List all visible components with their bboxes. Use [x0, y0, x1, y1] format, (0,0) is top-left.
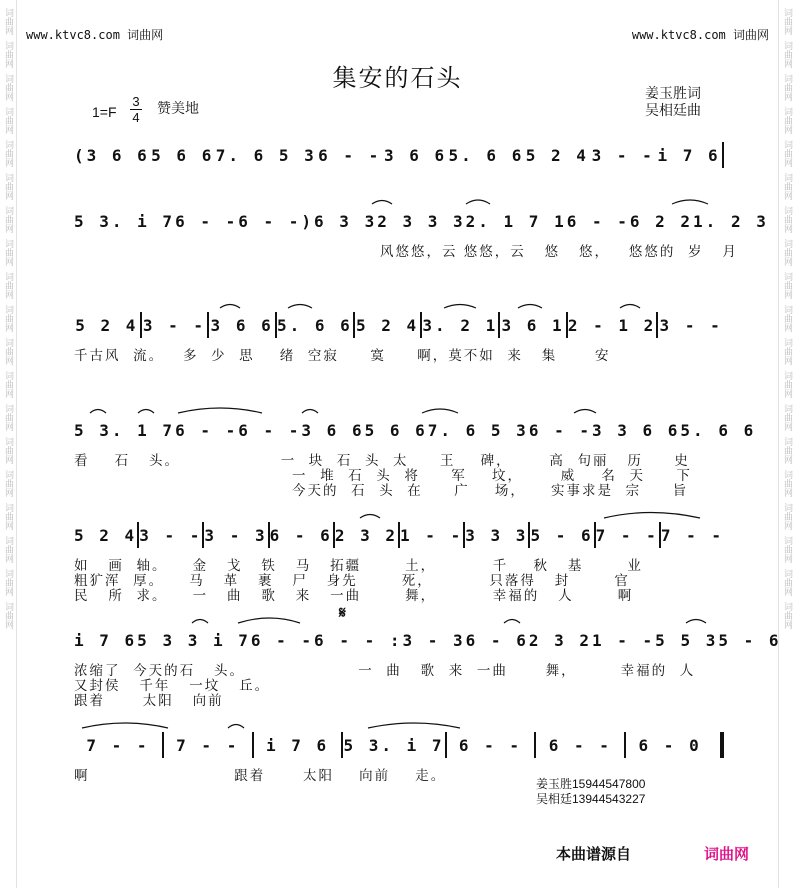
watermark-text: 词曲网: [3, 107, 13, 134]
time-signature-top: 3: [132, 94, 140, 109]
slur: [82, 723, 168, 728]
measure: 2 3 2: [334, 525, 398, 545]
slur: [220, 305, 240, 309]
measure: 3 - 3: [402, 630, 466, 650]
slur: [372, 201, 392, 205]
watermark-text: 词曲网: [782, 41, 792, 68]
watermark-text: 词曲网: [782, 272, 792, 299]
watermark-text: 词曲网: [782, 140, 792, 167]
measure: 3 6 6: [384, 145, 448, 165]
watermark-text: 词曲网: [3, 371, 13, 398]
measure: 6 3 3: [314, 211, 378, 231]
lyric-line: 今天的 石 头 在 广 场， 实事求是 宗 旨: [292, 483, 689, 499]
watermark-text: 词曲网: [782, 173, 792, 200]
measure: 6 - -: [238, 420, 302, 440]
watermark-text: 词曲网: [3, 173, 13, 200]
contact-composer: 吴相廷13944543227: [536, 792, 646, 806]
watermark-text: 词曲网: [3, 569, 13, 596]
source-label: 本曲谱源自: [556, 845, 632, 863]
measure: 3 6 6: [301, 420, 365, 440]
watermark-text: 词曲网: [3, 8, 13, 35]
measure: 5. 6 6: [276, 315, 353, 335]
measure: 3 - 3: [204, 525, 268, 545]
segno-sign: 𝄋: [339, 603, 346, 622]
measure: i 7 6: [657, 145, 721, 165]
measure: 2 - 1 2: [567, 315, 657, 335]
lyricist: 姜玉胜词: [645, 86, 701, 102]
watermark-text: 词曲网: [3, 74, 13, 101]
watermark-text: 词曲网: [3, 305, 13, 332]
measure: 6 - - :: [314, 630, 403, 650]
watermark-text: 词曲网: [3, 536, 13, 563]
slur: [360, 515, 380, 519]
measure: 5 2 4: [525, 145, 589, 165]
watermark-text: 词曲网: [782, 239, 792, 266]
slur: [228, 725, 244, 729]
site-url-left: www.ktvc8.com 词曲网: [26, 28, 164, 42]
lyric-line: 又封侯 千年 一坟 丘。: [74, 678, 271, 694]
lyric-line: 如 画 轴。 金 戈 铁 马 拓疆 土， 千 秋 基 业: [74, 558, 643, 574]
measure: 5. 6 6: [680, 420, 757, 440]
lyric-line: 民 所 求。 一 曲 歌 来 一曲 舞， 幸福的 人 啊: [74, 588, 634, 604]
measure: 5 2 4: [75, 315, 139, 335]
slur: [672, 200, 708, 204]
measure: 3 - -: [659, 315, 723, 335]
slur: [192, 620, 208, 624]
watermark-text: 词曲网: [782, 569, 792, 596]
measure: 3 - -: [591, 145, 655, 165]
slur: [466, 200, 490, 204]
song-title: 集安的石头: [332, 64, 463, 92]
measure: 5 3. i 7: [343, 735, 445, 755]
measure: 7. 6 5 3: [427, 420, 529, 440]
watermark-text: 词曲网: [782, 74, 792, 101]
watermark-text: 词曲网: [782, 470, 792, 497]
measure: 3 - -: [142, 315, 207, 335]
contact-lyricist: 姜玉胜15944547800: [536, 777, 646, 791]
measure: 5 3. i 7: [74, 211, 176, 231]
watermark-text: 词曲网: [3, 470, 13, 497]
measure: 3 3 6 6: [591, 420, 681, 440]
slur: [138, 410, 154, 414]
slur: [368, 723, 460, 728]
measure: 5 3 3 i 7: [137, 630, 251, 650]
slur: [90, 410, 106, 414]
slur: [620, 305, 640, 309]
slur: [288, 305, 312, 309]
measure: 3 6 1: [501, 315, 565, 335]
measure: 7 - -: [660, 525, 725, 545]
measure: 6 - -: [566, 211, 630, 231]
lyric-line: 一 堆 石 头 将 军 坟， 威 名 天 下: [292, 468, 692, 484]
measure: 3 - -: [139, 525, 203, 545]
watermark-text: 词曲网: [782, 206, 792, 233]
watermark-text: 词曲网: [3, 206, 13, 233]
slur: [574, 410, 596, 414]
measure: 6 - -: [175, 420, 239, 440]
measure: 3 6 6: [210, 315, 274, 335]
lyric-line: 看 石 头。 一 块 石 头 太 王 碑， 高 句丽 历 史: [74, 453, 690, 469]
slur: [422, 409, 458, 413]
measure: 6 - -: [458, 735, 523, 755]
measure: 6 - 6: [465, 630, 529, 650]
measure: i 7 6: [265, 735, 330, 755]
measure: 7 - -: [176, 735, 240, 755]
slur: [686, 620, 706, 624]
slur: [518, 305, 542, 309]
watermark-text: 词曲网: [3, 239, 13, 266]
measure: 6 2 2: [629, 211, 694, 231]
measure: 5 5 3: [655, 630, 719, 650]
watermark-text: 词曲网: [3, 503, 13, 530]
measure: 5 6 6: [364, 420, 428, 440]
tempo-marking: 赞美地: [157, 101, 199, 117]
watermark-text: 词曲网: [3, 404, 13, 431]
watermark-text: 词曲网: [3, 602, 13, 629]
measure: 6 - 6: [269, 525, 333, 545]
measure: 6 - -: [528, 420, 592, 440]
slur: [178, 408, 262, 413]
watermark-text: 词曲网: [3, 437, 13, 464]
watermark-text: 词曲网: [782, 371, 792, 398]
watermark-text: 词曲网: [782, 536, 792, 563]
watermark-text: 词曲网: [782, 602, 792, 629]
measure: 5 - 6: [530, 525, 594, 545]
measure: 7 - -: [595, 525, 659, 545]
watermark-text: 词曲网: [782, 8, 792, 35]
watermark-text: 词曲网: [3, 41, 13, 68]
source-site-link[interactable]: 词曲网: [704, 845, 750, 863]
lyric-line: 千古风 流。 多 少 思 绪 空寂 寞 啊，莫不如 来 集 安: [74, 348, 611, 364]
measure: 2 3 3 3: [377, 211, 466, 231]
time-signature-bottom: 4: [130, 109, 142, 125]
slur: [238, 618, 300, 623]
measure: 6 - -): [238, 211, 315, 231]
measure: 7 - -: [86, 735, 150, 755]
slur: [604, 513, 700, 519]
site-url-right: www.ktvc8.com 词曲网: [631, 28, 769, 42]
slur: [444, 305, 476, 309]
watermark-text: 词曲网: [782, 503, 792, 530]
measure: 5 6 6: [151, 145, 215, 165]
measure: 2. 1 7 1: [465, 211, 567, 231]
key-signature: 1=F: [92, 104, 117, 120]
composer: 吴相廷曲: [645, 103, 701, 119]
measure: 2 3 2: [528, 630, 592, 650]
contact-info: [536, 777, 645, 807]
measure: (3 6 6: [74, 145, 150, 165]
measure: 6 - -: [318, 145, 382, 165]
watermark-text: 词曲网: [3, 338, 13, 365]
slur: [504, 620, 520, 624]
measure: 3. 2 1: [422, 315, 499, 335]
measure: 6 - -: [548, 735, 612, 755]
watermark-text: 词曲网: [782, 404, 792, 431]
measure: 5 2 4: [74, 525, 138, 545]
lyric-line: 跟着 太阳 向前: [74, 693, 224, 709]
measure: 5. 6 6: [448, 145, 525, 165]
watermark-text: 词曲网: [782, 437, 792, 464]
measure: 7. 6 5 3: [215, 145, 317, 165]
watermark-text: 词曲网: [782, 305, 792, 332]
measure: 6 - 0: [638, 735, 702, 755]
lyric-line: 啊 跟着 太阳 向前 走。: [74, 768, 447, 784]
watermark-text: 词曲网: [3, 272, 13, 299]
measure: 5 3. 1 7: [74, 420, 176, 440]
watermark-text: 词曲网: [782, 338, 792, 365]
measure: 5 - 6: [718, 630, 782, 650]
measure: 5 2 4: [356, 315, 420, 335]
measure: 1. 2 3: [693, 211, 769, 231]
lyric-line: 浓缩了 今天的石 头。 一 曲 歌 来 一曲 舞， 幸福的 人: [74, 663, 696, 679]
measure: 1 - -: [400, 525, 464, 545]
measure: 6 - -: [250, 630, 315, 650]
measure: 6 - -: [175, 211, 239, 231]
measure: 3 3 3: [465, 525, 529, 545]
slur: [302, 410, 318, 414]
watermark-text: 词曲网: [3, 140, 13, 167]
lyric-line: 粗犷浑 厚。 马 革 裹 尸 身先 死， 只落得 封 官: [74, 573, 630, 589]
measure: 1 - -: [592, 630, 656, 650]
measure: i 7 6: [74, 630, 138, 650]
watermark-text: 词曲网: [782, 107, 792, 134]
lyric-line: 风悠悠，云 悠悠，云 悠 悠， 悠悠的 岁 月: [380, 244, 738, 260]
